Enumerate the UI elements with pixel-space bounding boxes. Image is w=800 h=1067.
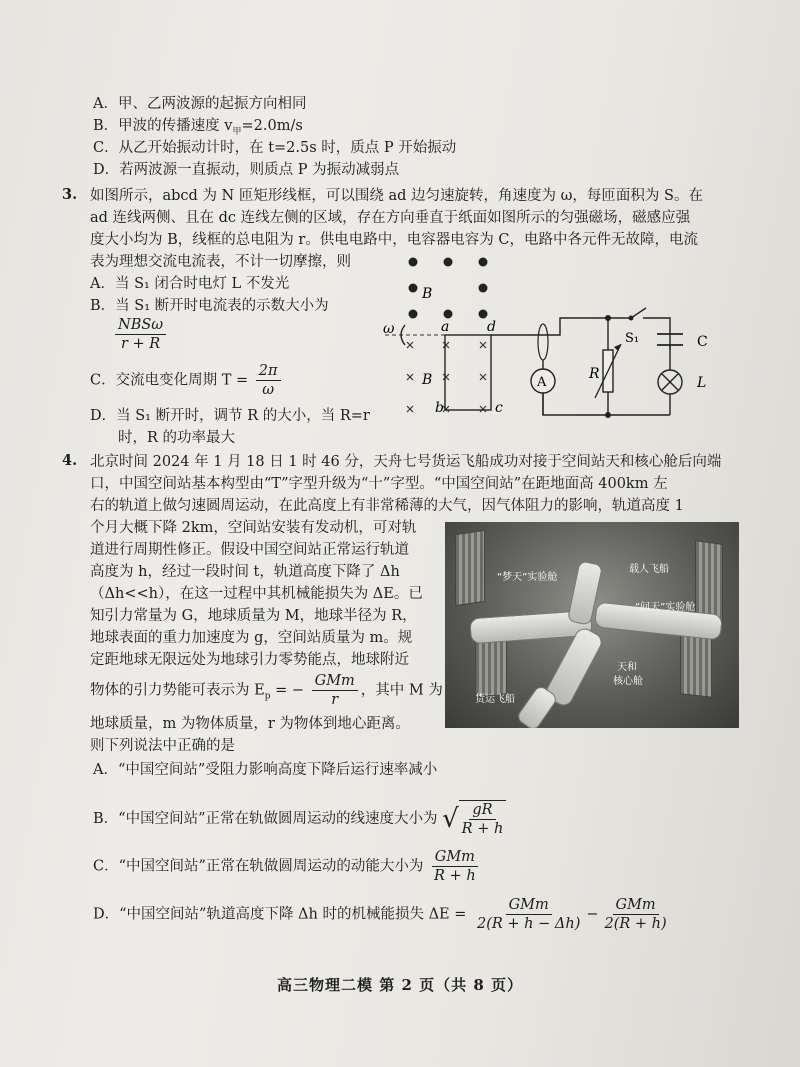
q4-option-d-text: D．“中国空间站”轨道高度下降 Δh 时的机械能损失 ΔE = <box>93 906 467 923</box>
q3-option-c-text: C．交流电变化周期 T = <box>90 372 249 389</box>
q4-stem-7: （Δh<<h），在这一过程中其机械能损失为 ΔE。已 <box>90 586 423 602</box>
q4-stem-8: 知引力常量为 G，地球质量为 M，地球半径为 R， <box>90 608 417 624</box>
q4-stem-11 <box>90 672 443 709</box>
q4-ep-sub: p <box>264 691 271 702</box>
q4-stem-1: 北京时间 2024 年 1 月 18 日 1 时 46 分，天舟七号货运飞船成功对接于空间站天和核心舱后向端 <box>90 454 722 470</box>
vertex-c: c <box>495 400 503 416</box>
b-label-bottom: B <box>422 372 433 388</box>
q3-option-b-denominator: r + R <box>120 336 161 352</box>
q4-option-d <box>93 896 673 933</box>
field-dot <box>444 258 453 267</box>
q4-option-d-denominator-2: 2(R + h) <box>604 916 667 932</box>
q4-option-c <box>93 848 482 885</box>
label-cargo-ship: 货运飞船 <box>475 694 515 705</box>
q4-stem-10: 定距地球无限远处为地球引力零势能点，地球附近 <box>90 652 409 668</box>
q2-option-b-tail: =2.0m/s <box>241 118 303 134</box>
q2-option-d: D．若两波源一直振动，则质点 P 为振动减弱点 <box>93 162 400 178</box>
q4-stem-13: 则下列说法中正确的是 <box>90 738 235 754</box>
q4-option-b-text: B．“中国空间站”正常在轨做圆周运动的线速度大小为 <box>93 811 438 827</box>
q2-option-a: A．甲、乙两波源的起振方向相同 <box>93 96 307 112</box>
q4-stem-2: 口，中国空间站基本构型由“T”字型升级为“十”字型。“中国空间站”在距地面高 400km 左 <box>90 476 668 492</box>
q3-stem-2: ad 连线两侧、且在 dc 连线左侧的区域，存在方向垂直于纸面如图所示的匀强磁场，磁感应强 <box>90 210 691 226</box>
q4-stem-5: 道进行周期性修正。假设中国空间站正常运行轨道 <box>90 542 409 558</box>
field-crosses <box>407 342 486 412</box>
q3-option-d-line1: D．当 S₁ 断开时，调节 R 的大小，当 R=r <box>90 408 370 424</box>
q4-ep-tail: ，其中 M 为 <box>360 682 443 699</box>
q3-circuit-figure <box>375 250 720 430</box>
q3-number: 3. <box>62 186 78 203</box>
b-label-top: B <box>422 286 433 302</box>
q3-option-b-fraction <box>112 316 169 353</box>
rheostat-label: R <box>589 366 600 382</box>
q4-option-d-minus: − <box>586 906 599 923</box>
q4-stem-4: 个月大概下降 2km，空间站安装有发动机，可对轨 <box>90 520 417 536</box>
label-wentian: “问天”实验舱 <box>635 602 696 613</box>
q4-option-c-text: C．“中国空间站”正常在轨做圆周运动的动能大小为 <box>93 858 424 875</box>
q3-option-c <box>90 362 284 399</box>
q3-option-c-numerator: 2π <box>256 362 281 381</box>
omega-label: ω <box>383 321 395 337</box>
q3-option-b: B．当 S₁ 断开时电流表的示数大小为 <box>90 298 329 314</box>
q4-stem-3: 右的轨道上做匀速圆周运动，在此高度上有非常稀薄的大气，因气体阻力的影响，轨道高度 1 <box>90 498 684 514</box>
q4-option-b-denominator: R + h <box>461 821 504 837</box>
switch-s1 <box>631 308 646 318</box>
vertex-d: d <box>487 319 496 335</box>
q4-ep-denominator: r <box>331 692 339 708</box>
capacitor-label: C <box>697 334 708 350</box>
q4-option-b-numerator: gR <box>469 801 495 820</box>
field-dot <box>409 258 418 267</box>
lamp-label: L <box>697 375 707 391</box>
field-dot <box>444 310 453 319</box>
field-dot <box>409 284 418 293</box>
slip-ring <box>538 324 548 360</box>
q3-option-b-numerator: NBSω <box>115 316 166 335</box>
q4-number: 4. <box>62 452 78 469</box>
q3-stem-3: 度大小均为 B，线框的总电阻为 r。供电电路中，电容器电容为 C，电路中各元件无故障，电流 <box>90 232 699 248</box>
q3-option-d-line2: 时，R 的功率最大 <box>118 430 236 446</box>
q2-option-c: C．从乙开始振动计时，在 t=2.5s 时，质点 P 开始振动 <box>93 140 457 156</box>
q4-option-b: B．“中国空间站”正常在轨做圆周运动的线速度大小为 √ $\frac{gR}{R + h}$ <box>93 800 509 838</box>
q4-option-d-numerator-1: GMm <box>506 896 552 915</box>
q4-stem-9: 地球表面的重力加速度为 g，空间站质量为 m。规 <box>90 630 413 646</box>
vertex-a: a <box>441 319 450 335</box>
label-tianhe-1: 天和 <box>617 662 637 673</box>
q4-ep-numerator: GMm <box>312 672 358 691</box>
q3-stem-1: 如图所示，abcd 为 N 匝矩形线框，可以围绕 ad 边匀速旋转，角速度为 ω，每匝面积为 S。在 <box>90 188 703 204</box>
field-dot <box>409 310 418 319</box>
q4-ep-eq: = − <box>270 682 304 699</box>
q4-ep-text: 物体的引力势能可表示为 E <box>90 682 265 699</box>
field-dot <box>479 258 488 267</box>
label-mengtian: “梦天”实验舱 <box>497 572 558 583</box>
label-crew-ship: 载人飞船 <box>629 564 669 575</box>
page-footer: 高三物理二模 第 2 页（共 8 页） <box>277 976 523 994</box>
vertex-b: b <box>435 400 444 416</box>
q4-option-c-numerator: GMm <box>432 848 478 867</box>
label-tianhe-2: 核心舱 <box>613 676 643 687</box>
q4-stem-12: 地球质量，m 为物体质量，r 为物体到地心距离。 <box>90 716 410 732</box>
q4-option-d-numerator-2: GMm <box>613 896 659 915</box>
q4-option-d-denominator-1: 2(R + h − Δh) <box>477 916 581 932</box>
field-dot <box>479 310 488 319</box>
q4-stem-6: 高度为 h，经过一段时间 t，轨道高度下降了 Δh <box>90 564 400 580</box>
space-station-photo <box>445 522 739 728</box>
q3-option-c-denominator: ω <box>262 382 275 398</box>
q4-option-c-denominator: R + h <box>434 868 476 884</box>
q2-option-b-sub: 甲 <box>232 126 242 137</box>
q3-stem-4: 表为理想交流电流表，不计一切摩擦，则 <box>90 254 351 270</box>
q3-option-a: A．当 S₁ 闭合时电灯 L 不发光 <box>90 276 290 292</box>
lamp-cross <box>662 374 678 390</box>
q4-option-a: A．“中国空间站”受阻力影响高度下降后运行速率减小 <box>93 762 438 778</box>
q2-option-b-text: B．甲波的传播速度 v <box>93 118 233 134</box>
field-dot <box>479 284 488 293</box>
s1-label: S₁ <box>625 331 640 346</box>
ammeter-label: A <box>537 375 547 390</box>
